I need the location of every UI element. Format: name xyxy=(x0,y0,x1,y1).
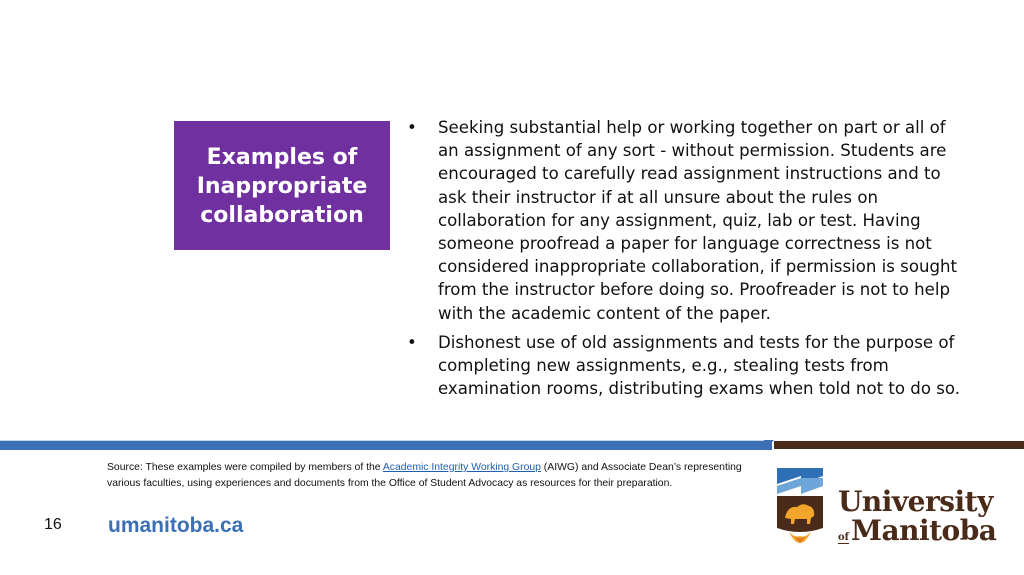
source-text-prefix: Source: These examples were compiled by members of the xyxy=(107,462,383,473)
bullet-text-1: Seeking substantial help or working together on part or all of an assignment of any sort - without permission. Students are encouraged to carefully read assignment instructions and to ask their instructor if at all unsure about the rules on collaboration for any assignment, quiz, lab or test. Having someone proofread a paper for language correctness is not considered inappropriate collaboration, if permission is sought from the instructor before doing so. Proofreader is not to help with the academic content of the paper. xyxy=(438,118,958,323)
slide-title xyxy=(197,142,368,229)
wordmark-line-2 xyxy=(838,516,996,546)
footer-divider-blue xyxy=(0,440,772,450)
aiwg-link[interactable]: Academic Integrity Working Group xyxy=(382,462,541,473)
university-shield-logo-icon xyxy=(775,466,825,558)
university-wordmark xyxy=(838,485,997,547)
footer-divider-blue-tip xyxy=(764,440,774,450)
source-text-suffix: (AIWG) and Associate Dean’s representing various faculties, using experiences and documents from the Office of Student Advocacy as resources for their preparation. xyxy=(107,462,742,490)
bullet-marker: • xyxy=(407,118,417,137)
bullet-item-1 xyxy=(407,116,967,325)
wordmark-university: University xyxy=(838,485,993,518)
wordmark-of: of xyxy=(838,532,849,543)
footer-url: umanitoba.ca xyxy=(108,514,244,537)
page-number: 16 xyxy=(44,516,62,533)
bullet-text-2: Dishonest use of old assignments and tests for the purpose of completing new assignments, e.g., stealing tests from examination rooms, distributing exams when told not to do so. xyxy=(438,332,961,399)
slide-title-line-1: Examples of xyxy=(206,145,358,170)
footer-divider-brown xyxy=(774,441,1024,449)
slide-title-line-2: Inappropriate xyxy=(196,174,368,199)
bullet-item-2 xyxy=(407,331,967,401)
bullet-marker: • xyxy=(407,332,417,352)
wordmark-manitoba: Manitoba xyxy=(850,514,997,547)
slide-title-box xyxy=(174,121,390,250)
bullet-list xyxy=(407,116,967,406)
slide-title-line-3: collaboration xyxy=(200,203,364,228)
source-note xyxy=(107,460,757,492)
